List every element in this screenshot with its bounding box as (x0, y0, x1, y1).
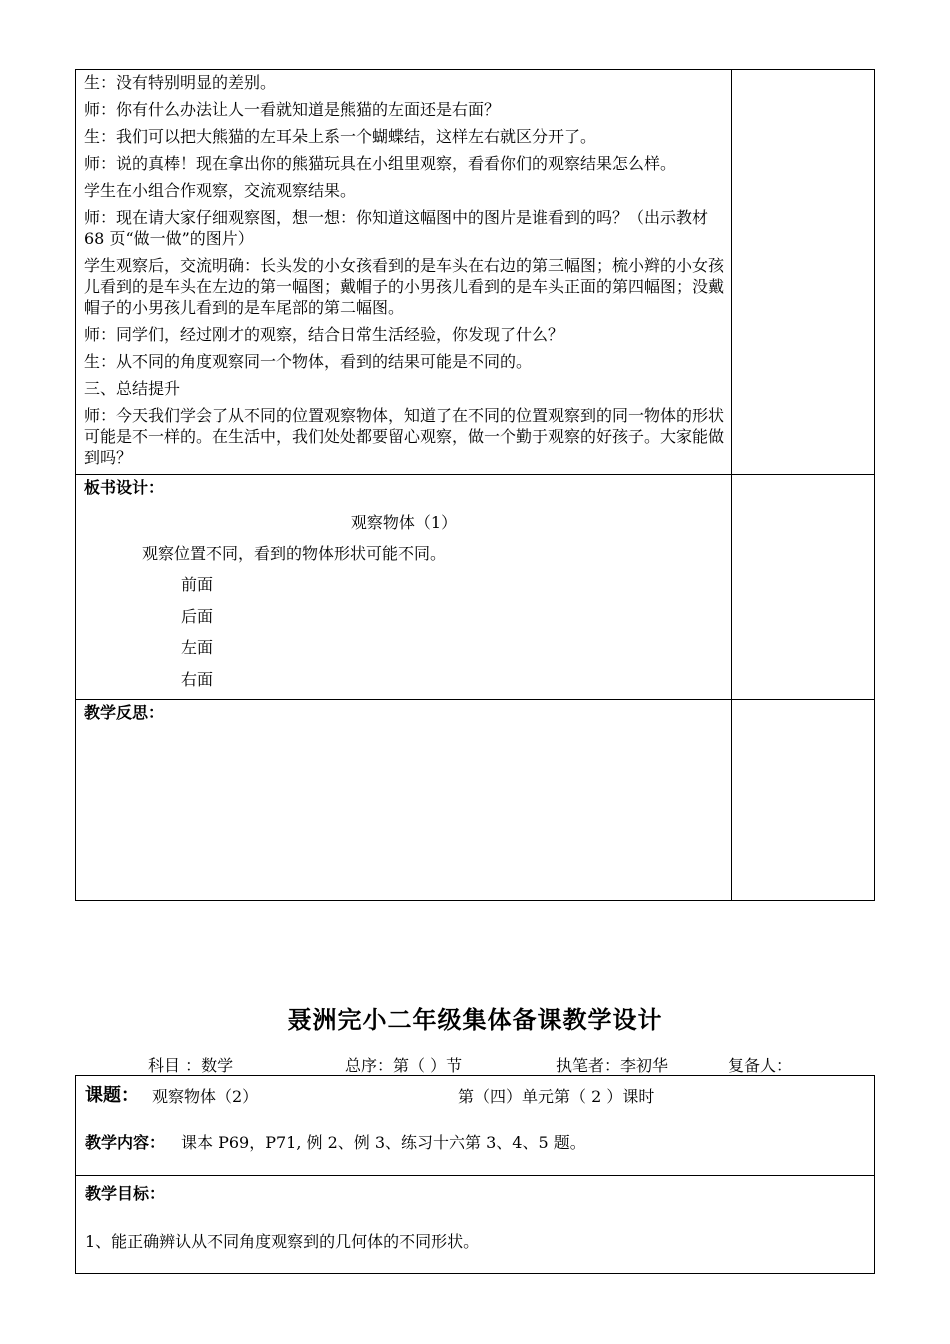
topic-value: 观察物体（2） (152, 1087, 259, 1106)
dialogue-line: 师：今天我们学会了从不同的位置观察物体，知道了在不同的位置观察到的同一物体的形状可能是不一样的。在生活中，我们处处都要留心观察，做一个勤于观察的好孩子。大家能做到吗？ (84, 406, 725, 467)
unit-info: 第（四）单元第（ 2 ）课时 (458, 1087, 655, 1106)
content-value: 课本 P69，P71, 例 2、例 3、练习十六第 3、4、5 题。 (181, 1133, 586, 1152)
board-item: 右面 (181, 669, 214, 689)
dialogue-line: 学生在小组合作观察，交流观察结果。 (84, 181, 357, 200)
lesson2-table (75, 1075, 875, 1274)
notes-cell (732, 475, 875, 700)
goals-label: 教学目标： (85, 1184, 166, 1203)
board-item: 左面 (181, 638, 214, 657)
goal-item: 1、能正确辨认从不同角度观察到的几何体的不同形状。 (85, 1232, 480, 1251)
lesson1-table (75, 69, 875, 901)
board-item: 前面 (181, 575, 214, 594)
document-title: 聂洲完小二年级集体备课教学设计 (287, 1006, 663, 1034)
notes-cell (732, 70, 875, 475)
board-title: 观察物体（1） (350, 513, 458, 532)
dialogue-line: 师：同学们，经过刚才的观察，结合日常生活经验，你发现了什么？ (84, 325, 565, 344)
reflection-cell (76, 700, 732, 901)
topic-label: 课题： (85, 1085, 139, 1106)
dialogue-line: 生：从不同的角度观察同一个物体，看到的结果可能是不同的。 (84, 352, 533, 371)
dialogue-line: 学生观察后，交流明确：长头发的小女孩看到的是车头在右边的第三幅图；梳小辫的小女孩儿看到的是车头在左边的第一幅图；戴帽子的小男孩儿看到的是车头正面的第四幅图；没戴帽子的小男孩儿看到的是车尾部的第二幅图。 (84, 256, 725, 317)
reflection-label: 教学反思： (84, 703, 165, 722)
notes-cell (732, 700, 875, 901)
author: 执笔者：李初华 (556, 1056, 669, 1075)
dialogue-line: 生：我们可以把大熊猫的左耳朵上系一个蝴蝶结，这样左右就区分开了。 (84, 127, 597, 146)
board-item: 后面 (181, 606, 214, 626)
dialogue-line: 生：没有特别明显的差别。 (84, 73, 277, 92)
dialogue-cell (76, 70, 732, 475)
board-design-label: 板书设计： (84, 478, 165, 497)
dialogue-line: 师：现在请大家仔细观察图，想一想：你知道这幅图中的图片是谁看到的吗？（出示教材 68 页“做一做”的图片） (84, 208, 709, 248)
board-line: 观察位置不同，看到的物体形状可能不同。 (142, 544, 447, 563)
section-heading: 三、总结提升 (84, 379, 181, 398)
dialogue-line: 师：你有什么办法让人一看就知道是熊猫的左面还是右面？ (84, 100, 501, 119)
dialogue-line: 师：说的真棒！现在拿出你的熊猫玩具在小组里观察，看看你们的观察结果怎么样。 (84, 154, 677, 173)
board-design-cell (76, 475, 732, 700)
co-preparer: 复备人： (728, 1056, 793, 1075)
content-label: 教学内容： (85, 1133, 166, 1152)
lesson-order: 总序：第（ ）节 (345, 1056, 463, 1075)
meta-line (0, 1055, 950, 1077)
topic-row (76, 1076, 874, 1176)
subject: 科目 ：数学 (148, 1056, 234, 1075)
